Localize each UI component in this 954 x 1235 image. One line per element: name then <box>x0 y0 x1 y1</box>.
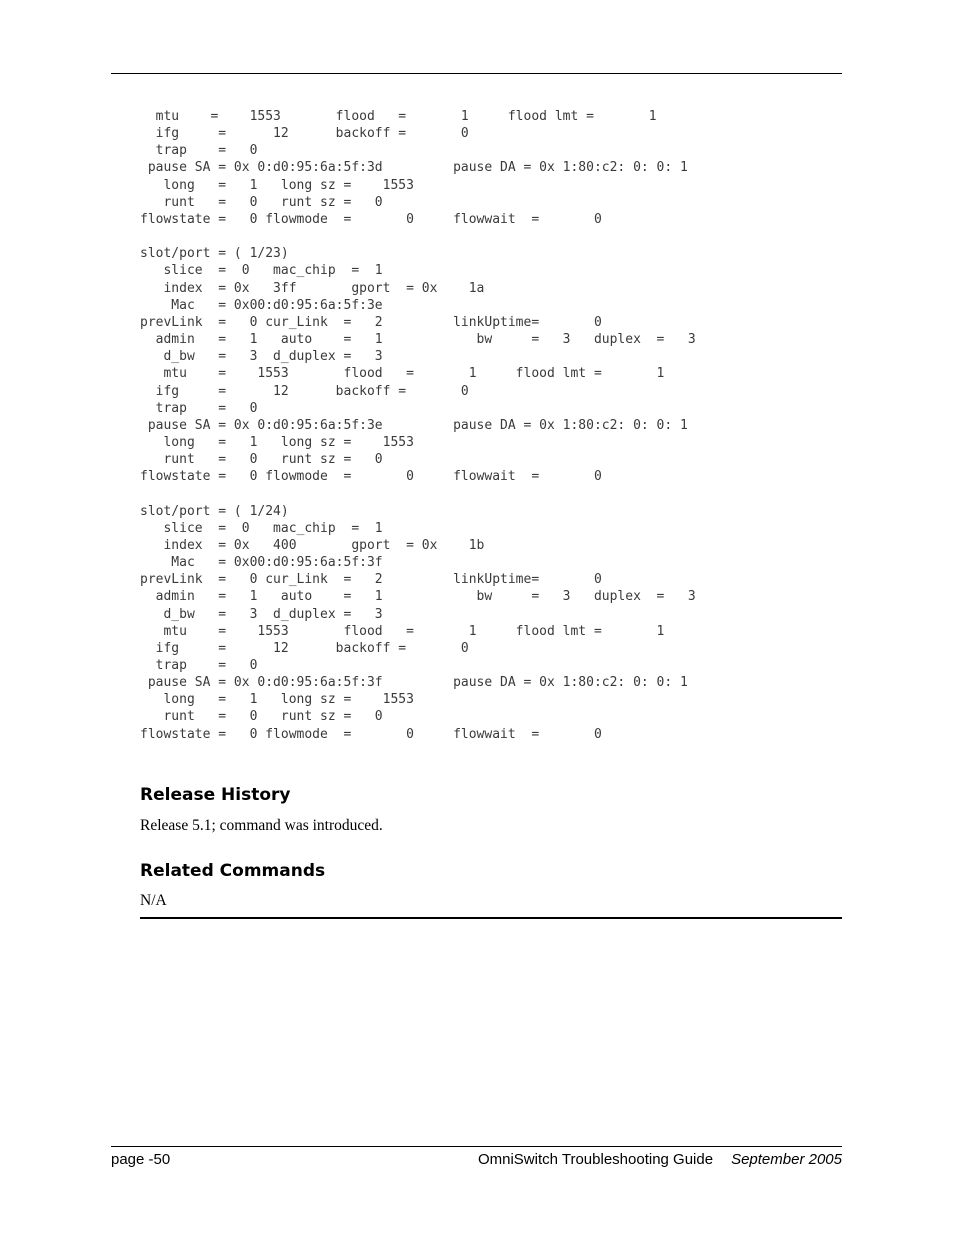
footer-rule <box>111 1146 842 1147</box>
release-history-heading: Release History <box>140 785 291 805</box>
command-output: mtu = 1553 flood = 1 flood lmt = 1 ifg = 12 backoff = 0 trap = 0 pause SA = 0x 0:d0:95:6a:5f:3d pause DA = 0x 1:80:c2: 0: 0: 1 long = 1 long sz = 1553 runt = 0 runt sz = 0 flowstate = 0 flowmode = 0 flowwait = 0 slot/port = ( 1/23) slice = 0 mac_chip = 1 index = 0x 3ff gport = 0x 1a Mac = 0x00:d0:95:6a:5f:3e prevLink = 0 cur_Link = 2 linkUptime= 0 admin = 1 auto = 1 bw = 3 duplex = 3 d_bw = 3 d_duplex = 3 mtu = 1553 flood = 1 flood lmt = 1 ifg = 12 backoff = 0 trap = 0 pause SA = 0x 0:d0:95:6a:5f:3e pause DA = 0x 1:80:c2: 0: 0: 1 long = 1 long sz = 1553 runt = 0 runt sz = 0 flowstate = 0 flowmode = 0 flowwait = 0 slot/port = ( 1/24) slice = 0 mac_chip = 1 index = 0x 400 gport = 0x 1b Mac = 0x00:d0:95:6a:5f:3f prevLink = 0 cur_Link = 2 linkUptime= 0 admin = 1 auto = 1 bw = 3 duplex = 3 d_bw = 3 d_duplex = 3 mtu = 1553 flood = 1 flood lmt = 1 ifg = 12 backoff = 0 trap = 0 pause SA = 0x 0:d0:95:6a:5f:3f pause DA = 0x 1:80:c2: 0: 0: 1 long = 1 long sz = 1553 runt = 0 runt sz = 0 flowstate = 0 flowmode = 0 flowwait = 0 <box>140 109 696 742</box>
guide-title: OmniSwitch Troubleshooting Guide <box>477 1151 714 1168</box>
page-number: page -50 <box>111 1151 171 1168</box>
content-end-rule <box>140 917 842 919</box>
publication-date: September 2005 <box>731 1151 842 1168</box>
footer-info <box>478 1151 842 1169</box>
release-history-text: Release 5.1; command was introduced. <box>140 817 383 834</box>
related-commands-text: N/A <box>140 892 167 909</box>
header-rule <box>111 73 842 74</box>
related-commands-heading: Related Commands <box>140 861 326 881</box>
